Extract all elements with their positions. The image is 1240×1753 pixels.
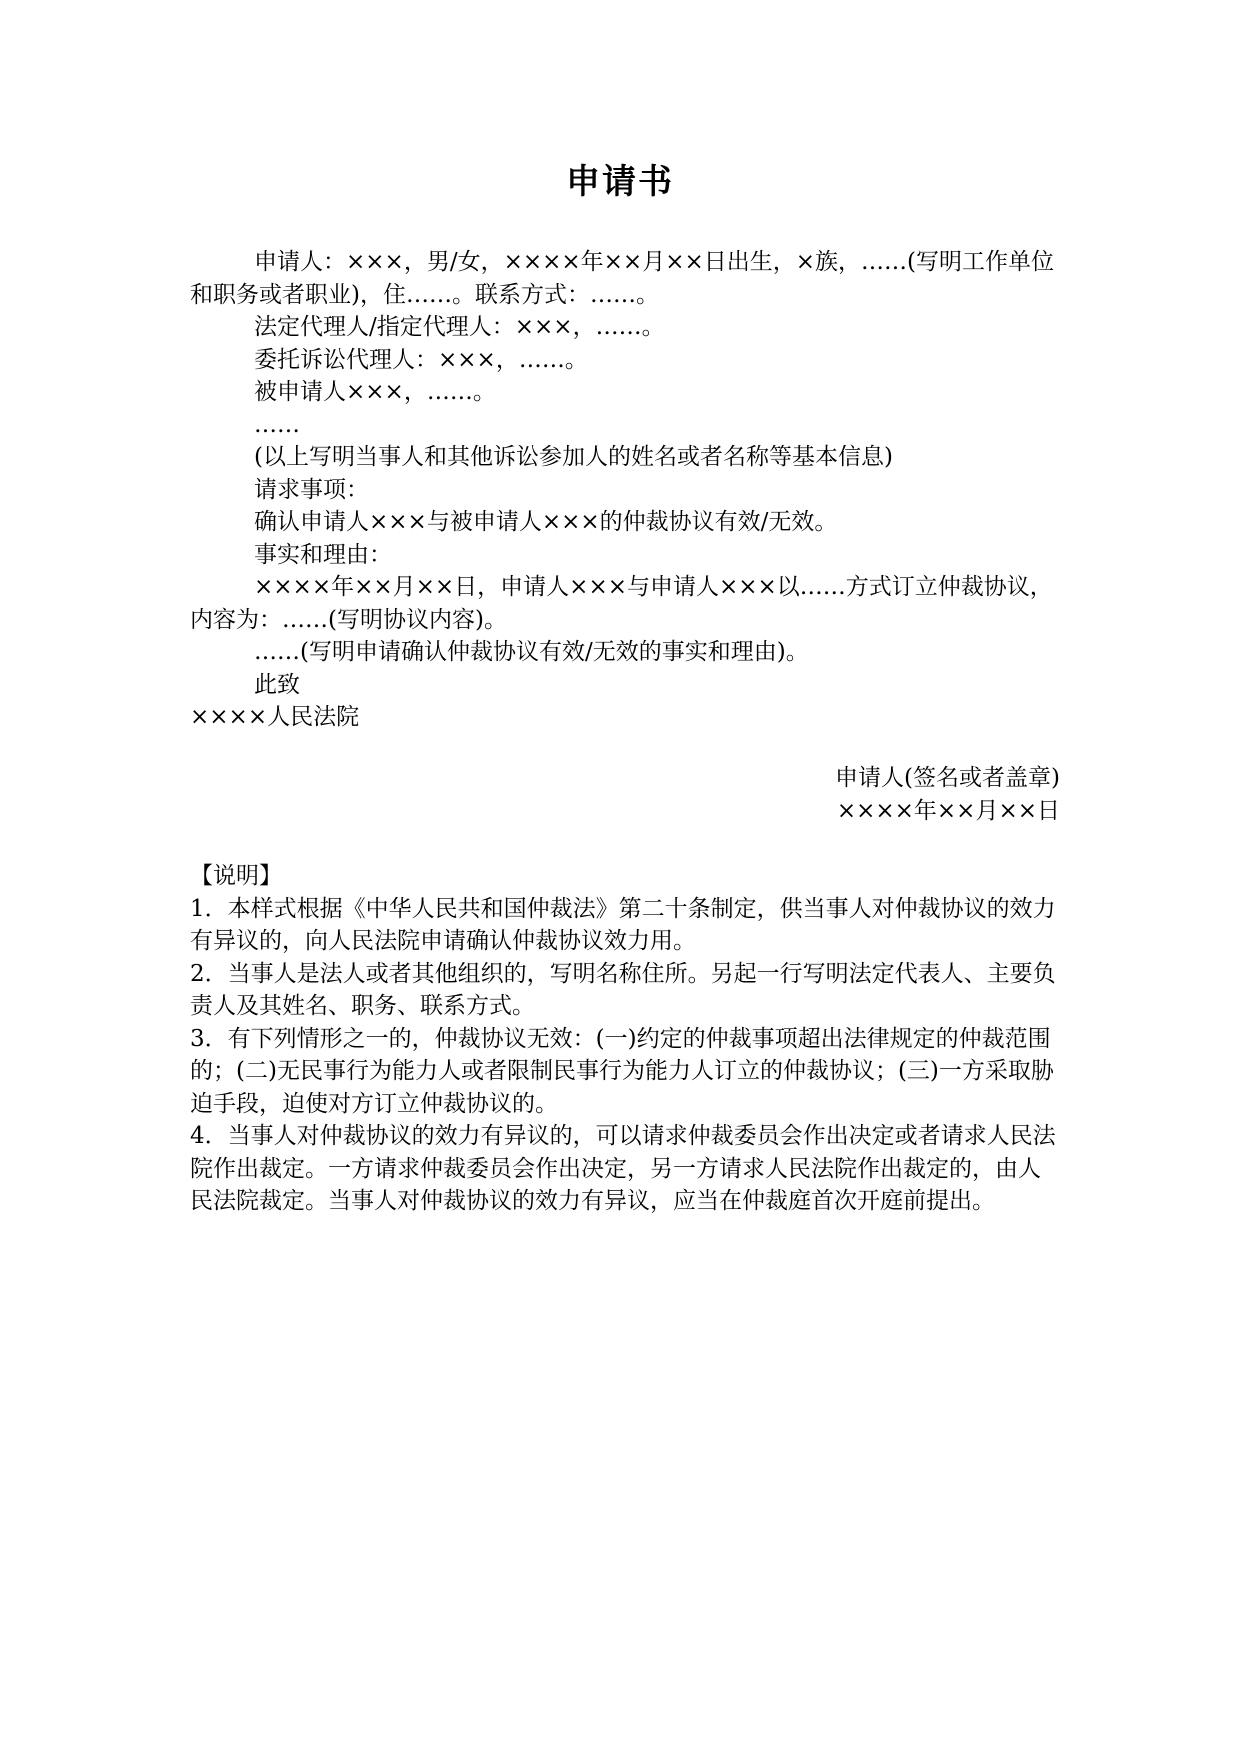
signature-block [190,762,1060,827]
paragraph-legal-agent: 法定代理人/指定代理人：×××，……。 [254,314,665,340]
paragraph-basic-info-note: (以上写明当事人和其他诉讼参加人的姓名或者名称等基本信息) [254,444,893,470]
paragraph-facts: ××××年××月××日，申请人×××与申请人×××以……方式订立仲裁协议，内容为：……(写明协议内容)。 [190,574,1053,633]
document-title: 申请书 [566,162,674,202]
notes-heading: 【说明】 [190,863,282,889]
paragraph-respondent: 被申请人×××，……。 [254,379,496,405]
document-body [190,246,1060,734]
paragraph-litigation-agent: 委托诉讼代理人：×××，……。 [254,346,588,373]
paragraph-reasons: ……(写明申请确认仲裁协议有效/无效的事实和理由)。 [254,639,809,665]
paragraph-ellipsis: …… [254,411,300,438]
addressee-court: ××××人民法院 [190,704,360,730]
note-item: 2．当事人是法人或者其他组织的，写明名称住所。另起一行写明法定代表人、主要负责人及其姓名、职务、联系方式。 [190,960,1056,1019]
notes-section [190,860,1060,1218]
heading-facts-reasons: 事实和理由： [254,541,392,568]
note-item: 1．本样式根据《中华人民共和国仲裁法》第二十条制定，供当事人对仲裁协议的效力有异议的，向人民法院申请确认仲裁协议效力用。 [190,895,1056,954]
note-item: 4．当事人对仲裁协议的效力有异议的，可以请求仲裁委员会作出决定或者请求人民法院作出裁定。一方请求仲裁委员会作出决定，另一方请求人民法院作出裁定的，由人民法院裁定。当事人对仲裁协议的效力有异议，应当在仲裁庭首次开庭前提出。 [190,1123,1056,1214]
signature-signer: 申请人(签名或者盖章) [835,765,1060,791]
heading-claims: 请求事项： [254,476,369,503]
signature-date: ××××年××月××日 [836,797,1060,824]
paragraph-applicant: 申请人：×××，男/女，××××年××月××日出生，×族，……(写明工作单位和职务或者职业)，住……。联系方式：……。 [190,249,1054,308]
paragraph-claims: 确认申请人×××与被申请人×××的仲裁协议有效/无效。 [254,509,838,535]
note-item: 3．有下列情形之一的，仲裁协议无效：(一)约定的仲裁事项超出法律规定的仲裁范围的；(二)无民事行为能力人或者限制民事行为能力人订立的仲裁协议；(三)一方采取胁迫手段，迫使对方订立仲裁协议的。 [190,1025,1054,1117]
paragraph-salutation: 此致 [254,671,300,698]
